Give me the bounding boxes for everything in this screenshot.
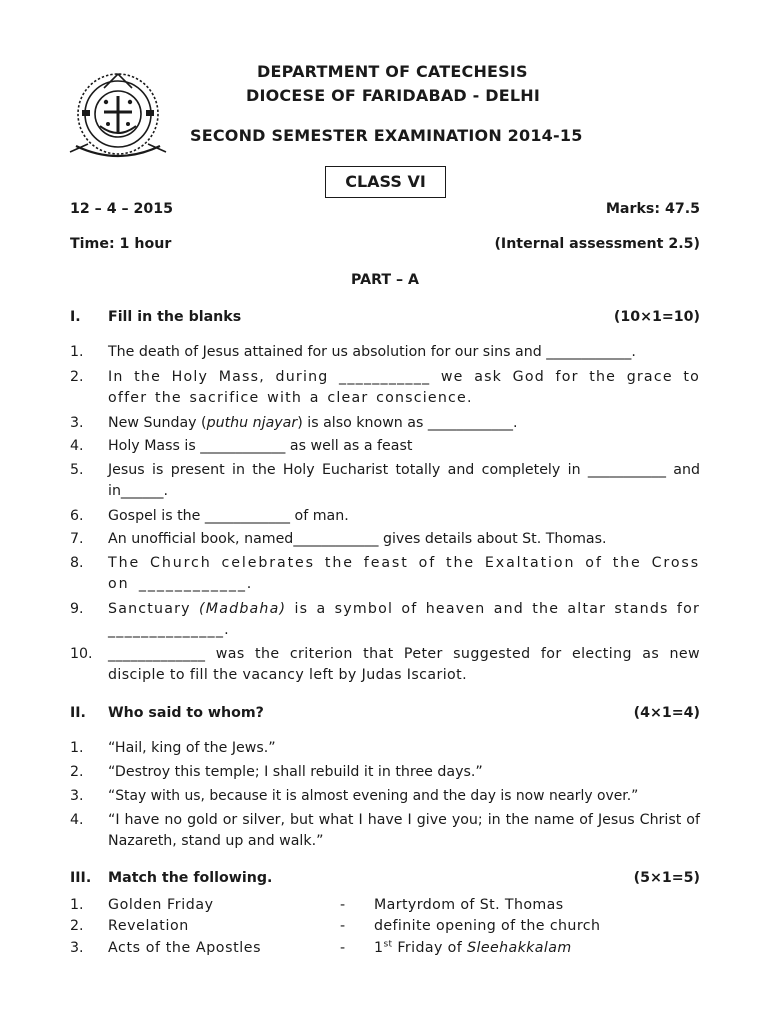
item-number: 2. [70,369,84,385]
item-number: 3. [70,415,84,431]
department-title: DEPARTMENT OF CATECHESIS [257,62,528,81]
item-text: Sanctuary (Madbaha) is a symbol of heaven and the altar stands for ______________. [108,601,701,638]
list-item [0,644,770,686]
item-text: _____________ was the criterion that Peter suggested for electing as new disciple to fill the vacancy left by Judas Iscariot. [108,646,700,683]
item-text: In the Holy Mass, during ___________ we ask God for the grace to offer the sacrifice with a clear conscience. [108,369,700,406]
section-iii-marks: (5×1=5) [633,870,700,886]
section-i-marks: (10×1=10) [613,309,700,325]
item-text: “Stay with us, because it is almost evening and the day is now nearly over.” [108,788,639,804]
item-number: 5. [70,462,84,478]
match-row [0,916,770,937]
exam-date: 12 – 4 – 2015 [70,201,174,217]
item-number: 1. [70,897,84,913]
italic-term: (Madbaha) [199,601,287,617]
item-number: 6. [70,508,84,524]
item-number: 9. [70,601,84,617]
match-right: definite opening of the church [374,918,601,934]
item-number: 4. [70,438,84,454]
item-number: 4. [70,812,84,828]
item-text: New Sunday (puthu njayar) is also known as ____________. [108,415,518,431]
item-number: 8. [70,555,84,571]
exam-time: Time: 1 hour [70,236,172,252]
match-dash: - [340,918,346,934]
list-item [0,342,770,363]
item-number: 1. [70,740,84,756]
item-number: 3. [70,788,84,804]
list-item [0,553,770,595]
section-ii-marks: (4×1=4) [633,705,700,721]
list-item [0,599,770,641]
list-item [0,367,770,409]
item-text: Jesus is present in the Holy Eucharist totally and completely in ___________ and in______. [108,462,700,499]
list-item [0,506,770,527]
list-item [0,413,770,434]
match-right: Martyrdom of St. Thomas [374,897,564,913]
section-iii-title: Match the following. [108,870,273,886]
list-item [0,762,770,783]
item-number: 1. [70,344,84,360]
item-text: An unofficial book, named____________ gives details about St. Thomas. [108,531,607,547]
section-iii-number: III. [70,870,92,886]
exam-marks: Marks: 47.5 [605,201,700,217]
list-item [0,529,770,550]
item-number: 2. [70,764,84,780]
match-right: 1st Friday of Sleehakkalam [374,939,572,956]
section-i-title: Fill in the blanks [108,309,242,325]
internal-assessment: (Internal assessment 2.5) [494,236,700,252]
item-number: 3. [70,940,84,956]
item-text: The Church celebrates the feast of the Exaltation of the Cross on ____________. [108,555,700,592]
diocese-seal-logo [66,66,170,168]
section-ii-title: Who said to whom? [108,705,264,721]
list-item [0,738,770,759]
diocese-title: DIOCESE OF FARIDABAD - DELHI [246,86,541,105]
match-dash: - [340,897,346,913]
match-row [0,895,770,916]
class-box: CLASS VI [325,166,446,198]
item-number: 2. [70,918,84,934]
item-text: “I have no gold or silver, but what I have I give you; in the name of Jesus Christ of Nazareth, stand up and walk.” [108,812,700,849]
exam-title: SECOND SEMESTER EXAMINATION 2014-15 [190,126,583,145]
item-text: The death of Jesus attained for us absolution for our sins and ____________. [108,344,636,360]
section-ii-number: II. [70,705,86,721]
list-item [0,786,770,807]
list-item [0,810,770,852]
italic-term: Sleehakkalam [467,940,572,956]
part-heading: PART – A [351,272,419,288]
list-item [0,436,770,457]
list-item [0,460,770,502]
match-left: Golden Friday [108,897,214,913]
item-text: Holy Mass is ____________ as well as a feast [108,438,413,454]
item-number: 7. [70,531,84,547]
item-text: “Destroy this temple; I shall rebuild it in three days.” [108,764,483,780]
match-left: Revelation [108,918,189,934]
section-i-number: I. [70,309,81,325]
match-left: Acts of the Apostles [108,940,262,956]
item-text: “Hail, king of the Jews.” [108,740,276,756]
item-text: Gospel is the ____________ of man. [108,508,349,524]
match-row [0,938,770,959]
item-number: 10. [70,646,93,662]
match-dash: - [340,940,346,956]
italic-term: puthu njayar [206,415,298,431]
